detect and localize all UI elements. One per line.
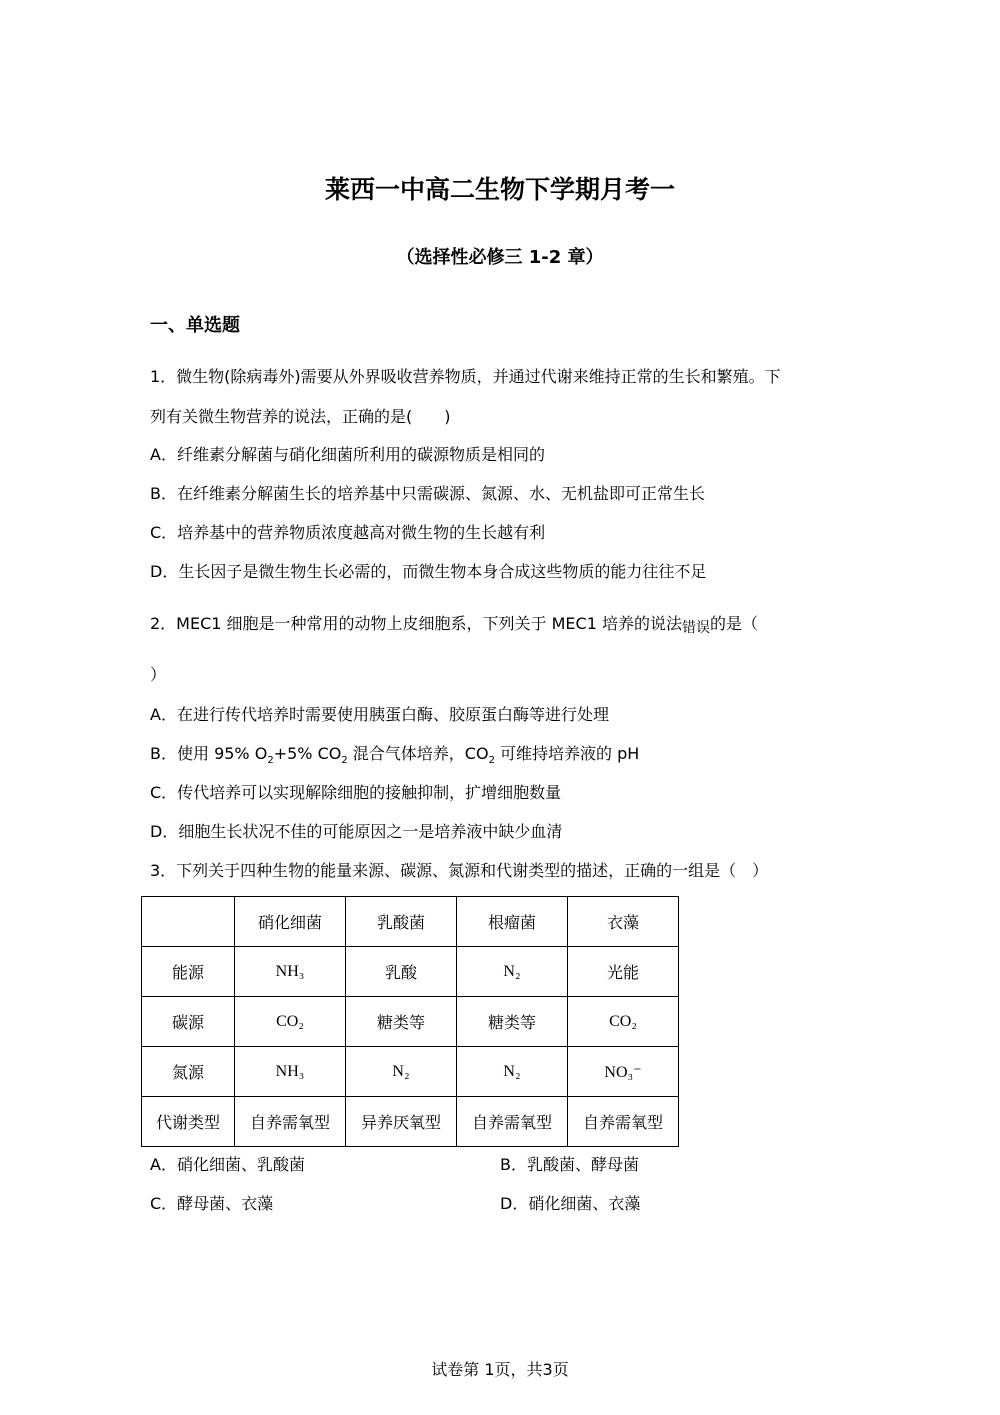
table-cell: 糖类等 bbox=[346, 997, 457, 1047]
q2-option-b bbox=[150, 743, 639, 772]
subscript: 2 bbox=[267, 755, 274, 767]
table-cell: 氮源 bbox=[142, 1047, 235, 1097]
table-cell: 代谢类型 bbox=[142, 1097, 235, 1147]
table-cell: 能源 bbox=[142, 947, 235, 997]
table-cell: N₂ bbox=[457, 1047, 568, 1097]
table-cell: N₂ bbox=[457, 947, 568, 997]
table-cell: 光能 bbox=[568, 947, 679, 997]
q3-option-d: D．硝化细菌、衣藻 bbox=[500, 1194, 641, 1213]
q3-stem: 3．下列关于四种生物的能量来源、碳源、氮源和代谢类型的描述，正确的一组是（ ） bbox=[150, 861, 769, 880]
table-cell: 乳酸 bbox=[346, 947, 457, 997]
table-row bbox=[142, 997, 679, 1047]
table-cell: 自养需氧型 bbox=[457, 1097, 568, 1147]
table-cell: 异养厌氧型 bbox=[346, 1097, 457, 1147]
exam-title: 莱西一中高二生物下学期月考一 bbox=[324, 175, 675, 204]
q3-option-c: C．酵母菌、衣藻 bbox=[150, 1194, 274, 1213]
table-cell: CO₂ bbox=[235, 997, 346, 1047]
q1-option-b: B．在纤维素分解菌生长的培养基中只需碳源、氮源、水、无机盐即可正常生长 bbox=[150, 484, 705, 503]
q2-option-b-part: B．使用 95% O bbox=[150, 744, 268, 763]
table-row bbox=[142, 947, 679, 997]
table-header-cell: 衣藻 bbox=[568, 897, 679, 947]
page-footer: 试卷第 1页，共3页 bbox=[431, 1360, 569, 1379]
q2-option-a: A．在进行传代培养时需要使用胰蛋白酶、胶原蛋白酶等进行处理 bbox=[150, 705, 609, 724]
table-header-cell: 乳酸菌 bbox=[346, 897, 457, 947]
q3-table bbox=[141, 896, 679, 1147]
table-cell: CO₂ bbox=[568, 997, 679, 1047]
q2-stem-part2: 的是（ bbox=[709, 614, 758, 633]
q2-stem-emphasis: 错误 bbox=[681, 620, 710, 636]
q2-option-d: D．细胞生长状况不佳的可能原因之一是培养液中缺少血清 bbox=[150, 822, 563, 841]
table-row bbox=[142, 1047, 679, 1097]
table-row bbox=[142, 1097, 679, 1147]
subscript: 2 bbox=[341, 755, 348, 767]
table-cell: N₂ bbox=[346, 1047, 457, 1097]
q2-option-b-part: +5% CO bbox=[273, 744, 342, 763]
table-cell: 自养需氧型 bbox=[235, 1097, 346, 1147]
q2-stem-line2: ） bbox=[150, 665, 167, 684]
table-cell: NO₃⁻ bbox=[568, 1047, 679, 1097]
q2-stem-part1: 2．MEC1 细胞是一种常用的动物上皮细胞系，下列关于 MEC1 培养的说法 bbox=[150, 614, 682, 633]
q1-option-c: C．培养基中的营养物质浓度越高对微生物的生长越有利 bbox=[150, 523, 546, 542]
q1-option-d: D．生长因子是微生物生长必需的，而微生物本身合成这些物质的能力往往不足 bbox=[150, 562, 707, 581]
table-header-row bbox=[142, 897, 679, 947]
q1-stem-line2: 列有关微生物营养的说法，正确的是( ) bbox=[150, 407, 451, 426]
q3-option-b: B．乳酸菌、酵母菌 bbox=[500, 1155, 639, 1174]
subscript: 2 bbox=[488, 755, 495, 767]
table-header-cell bbox=[142, 897, 235, 947]
table-cell: NH₃ bbox=[235, 1047, 346, 1097]
table-header-cell: 根瘤菌 bbox=[457, 897, 568, 947]
exam-subtitle: （选择性必修三 1-2 章） bbox=[396, 247, 604, 268]
q2-option-b-part: 混合气体培养，CO bbox=[347, 744, 489, 763]
q1-option-a: A．纤维素分解菌与硝化细菌所利用的碳源物质是相同的 bbox=[150, 445, 545, 464]
q2-option-b-part: 可维持培养液的 pH bbox=[494, 744, 640, 763]
section-heading: 一、单选题 bbox=[150, 315, 240, 336]
table-cell: 糖类等 bbox=[457, 997, 568, 1047]
table-cell: 自养需氧型 bbox=[568, 1097, 679, 1147]
table-cell: NH₃ bbox=[235, 947, 346, 997]
q2-stem-line1 bbox=[150, 613, 758, 636]
table-cell: 碳源 bbox=[142, 997, 235, 1047]
q2-option-c: C．传代培养可以实现解除细胞的接触抑制，扩增细胞数量 bbox=[150, 783, 562, 802]
table-header-cell: 硝化细菌 bbox=[235, 897, 346, 947]
q3-option-a: A．硝化细菌、乳酸菌 bbox=[150, 1155, 305, 1174]
q1-stem-line1: 1．微生物(除病毒外)需要从外界吸收营养物质，并通过代谢来维持正常的生长和繁殖。下 bbox=[150, 367, 781, 386]
